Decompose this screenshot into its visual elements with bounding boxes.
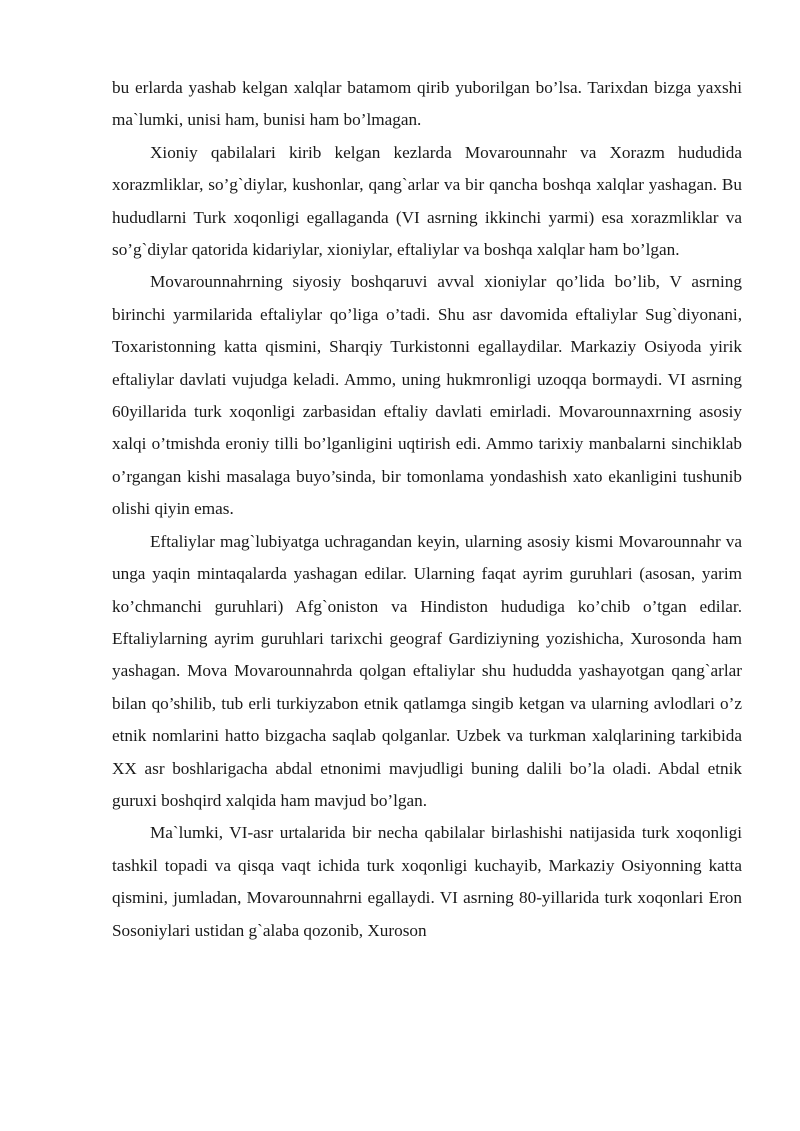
paragraph-3: Movarounnahrning siyosiy boshqaruvi avval xioniylar qo’lida bo’lib, V asrning birinchi yarmilarida eftaliylar qo’liga o’tadi. Shu asr davomida eftaliylar Sug`diyonani, Toxaristonning katta qismini, Sharqiy Turkistonni egallaydilar. Markaziy Osiyoda yirik eftaliylar davlati vujudga keladi. Ammo, uning hukmronligi uzoqqa bormaydi. VI asrning 60yillarida turk xoqonligi zarbasidan eftaliy davlati emirladi. Movarounnaxrning asosiy xalqi o’tmishda eroniy tilli bo’lganligini uqtirish edi. Ammo tarixiy manbalarni sinchiklab o’rgangan kishi masalaga buyo’sinda, bir tomonlama yondashish xato ekanligini tushunib olishi qiyin emas. [112, 272, 742, 519]
paragraph-4: Eftaliylar mag`lubiyatga uchragandan keyin, ularning asosiy kismi Movarounnahr va unga yaqin mintaqalarda yashagan edilar. Ularning faqat ayrim guruhlari (asosan, yarim ko’chmanchi guruhlari) Afg`oniston va Hindiston hududiga ko’chib o’tgan edilar. Eftaliylarning ayrim guruhlari tarixchi geograf Gardiziyning yozishicha, Xurosonda ham yashagan. Mova Movarounnahrda qolgan eftaliylar shu hududda yashayotgan qang`arlar bilan qo’shilib, tub erli turkiyzabon etnik qatlamga singib ketgan va ularning avlodlari o’z etnik nomlarini hatto bizgacha saqlab qolganlar. Uzbek va turkman xalqlarining tarkibida XX asr boshlarigacha abdal etnonimi mavjudligi buning dalili bo’la oladi. Abdal etnik guruxi boshqird xalqida ham mavjud bo’lgan. [112, 531, 742, 810]
paragraph-5: Ma`lumki, VI-asr urtalarida bir necha qabilalar birlashishi natijasida turk xoqonligi tashkil topadi va qisqa vaqt ichida turk xoqonligi kuchayib, Markaziy Osiyonning katta qismini, jumladan, Movarounnahrni egallaydi. VI asrning 80-yillarida turk xoqonlari Eron Sosoniylari ustidan g`alaba qozonib, Xuroson [112, 823, 742, 940]
paragraph-1: bu erlarda yashab kelgan xalqlar batamom qirib yuborilgan bo’lsa. Tarixdan bizga yaxshi ma`lumki, unisi ham, bunisi ham bo’lmagan. [112, 78, 742, 130]
paragraph-2: Xioniy qabilalari kirib kelgan kezlarda Movarounnahr va Xorazm hududida xorazmliklar, so’g`diylar, kushonlar, qang`arlar va bir qancha boshqa xalqlar yashagan. Bu hududlarni Turk xoqonligi egallaganda (VI asrning ikkinchi yarmi) esa xorazmliklar va so’g`diylar qatorida kidariylar, xioniylar, eftaliylar va boshqa xalqlar ham bo’lgan. [112, 142, 742, 260]
document-page [112, 72, 742, 947]
